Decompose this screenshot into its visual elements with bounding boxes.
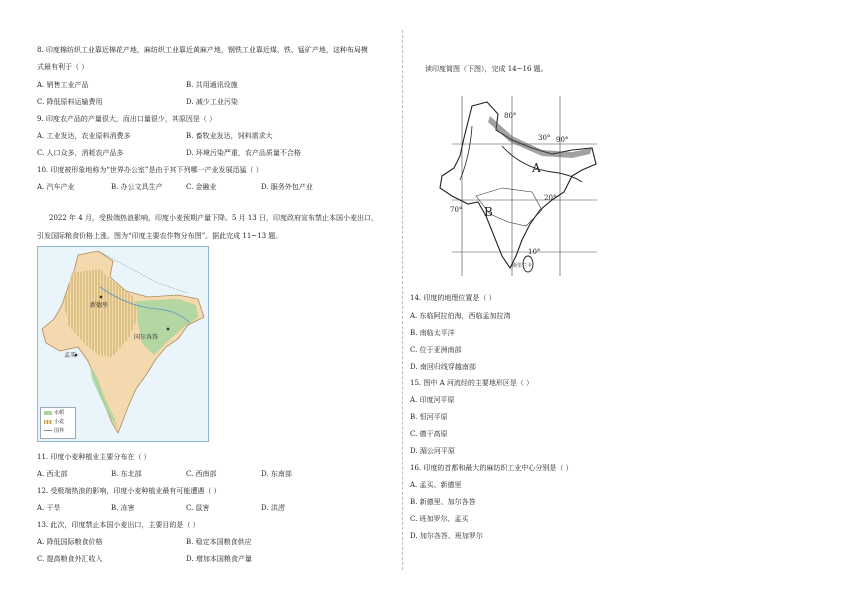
q12-option-c: C. 鼠害 [186, 504, 210, 512]
label-70-degrees: 70° [450, 206, 463, 214]
q15-option-c: C. 德干高原 [410, 430, 448, 438]
q15-option-a: A. 印度河平原 [410, 396, 455, 404]
intro-11-13-line2: 引发国际粮食价格上涨。图为“印度主要农作物分布图”。据此完成 11~13 题。 [37, 232, 283, 240]
q8-option-d: D. 减少工业污染 [186, 98, 238, 106]
q11-stem: 11. 印度小麦种植业主要分布在（ ） [37, 453, 151, 461]
label-mumbai: 孟买 [64, 352, 77, 359]
q11-option-a: A. 西北部 [37, 470, 68, 478]
q8-stem-line1: 8. 印度棉纺织工业靠近棉花产地，麻纺织工业靠近黄麻产地，钢铁工业靠近煤、铁、锰矿产地，这种布局模 [37, 46, 368, 54]
india-sketch-map [432, 96, 607, 276]
legend-border-label: 国界 [54, 428, 65, 434]
q13-stem: 13. 此次，印度禁止本国小麦出口，主要目的是（ ） [37, 521, 200, 529]
q16-option-d: D. 加尔各答、班加罗尔 [410, 532, 483, 540]
legend-wheat [44, 419, 64, 425]
q13-option-b: B. 稳定本国粮食供应 [186, 538, 252, 546]
label-20-degrees: 20° [544, 194, 557, 202]
india-sketch-map-drawing [432, 96, 607, 276]
q16-stem: 16. 印度的首都和最大的麻纺织工业中心分别是（ ） [410, 464, 573, 472]
q9-option-c: C. 人口众多，消耗农产品多 [37, 149, 124, 157]
label-a: A [532, 161, 541, 175]
q15-stem: 15. 图中 A 河流经的主要地形区是（ ） [410, 379, 534, 387]
q11-option-c: C. 西南部 [186, 470, 217, 478]
legend-rice-label: 水稻 [54, 410, 65, 416]
q14-option-b: B. 南临太平洋 [410, 329, 455, 337]
intro-14-16: 读印度简图（下图），完成 14~16 题。 [425, 65, 548, 73]
q10-stem: 10. 印度被形象地称为“世界办公室”是由于其下列哪一产业发展迅猛（ ） [37, 166, 263, 174]
q9-option-d: D. 环境污染严重，农产品质量不合格 [186, 149, 301, 157]
q8-option-a: A. 销售工业产品 [37, 81, 89, 89]
q12-stem: 12. 受极端热浪的影响，印度小麦种植业最有可能遭遇（ ） [37, 487, 221, 495]
legend-border [44, 428, 64, 434]
label-90-degrees: 90° [556, 136, 569, 144]
legend-rice [44, 410, 64, 416]
q8-stem-line2: 式最有利于（ ） [37, 63, 89, 71]
q12-option-d: D. 洪涝 [261, 504, 285, 512]
india-outline [440, 102, 596, 268]
q16-option-a: A. 孟买、新德里 [410, 481, 462, 489]
label-b: B [484, 205, 493, 219]
q10-option-c: C. 金融业 [186, 183, 217, 191]
q9-option-b: B. 畜牧业发达，饲料需求大 [186, 132, 273, 140]
border-swatch [44, 430, 52, 431]
new-delhi-marker [100, 296, 103, 299]
column-divider [402, 30, 403, 570]
label-kolkata: 国尔各答 [134, 334, 159, 341]
q12-option-a: A. 干旱 [37, 504, 61, 512]
kolkata-marker [167, 328, 170, 331]
q10-option-d: D. 服务外包产业 [261, 183, 313, 191]
q14-option-c: C. 位于亚洲南部 [410, 346, 462, 354]
label-80-degrees: 80° [504, 112, 517, 120]
label-sri-lanka: 斯里兰卡 [512, 263, 533, 269]
q10-option-a: A. 汽车产业 [37, 183, 75, 191]
q11-option-b: B. 东北部 [111, 470, 142, 478]
q14-option-d: D. 南回归线穿越南部 [410, 363, 476, 371]
intro-11-13-line1: 2022 年 4 月，受极端热浪影响，印度小麦预期产量下降。5 月 13 日，印度政府宣布禁止本国小麦出口， [49, 214, 378, 222]
q8-option-b: B. 共用通讯设施 [186, 81, 238, 89]
q10-option-b: B. 办公文具生产 [111, 183, 163, 191]
q13-option-c: C. 提高粮食外汇收入 [37, 555, 103, 563]
q8-option-c: C. 降低原料运输费用 [37, 98, 103, 106]
legend-wheat-label: 小麦 [54, 419, 65, 425]
q16-option-b: B. 新德里、加尔各答 [410, 498, 476, 506]
rice-swatch [44, 411, 52, 415]
label-new-delhi: 新德里 [90, 302, 109, 309]
map-legend [40, 407, 76, 439]
q11-option-d: D. 东南部 [261, 470, 292, 478]
wheat-swatch [44, 420, 52, 424]
label-10-degrees: 10° [528, 248, 541, 256]
q15-option-d: D. 湄公河平原 [410, 447, 455, 455]
q14-stem: 14. 印度的地理位置是（ ） [410, 294, 496, 302]
label-30-degrees: 30° [538, 134, 551, 142]
q9-option-a: A. 工业发达，农业原料消费多 [37, 132, 131, 140]
q12-option-b: B. 冻害 [111, 504, 135, 512]
q16-option-c: C. 班加罗尔、孟买 [410, 515, 469, 523]
india-crop-map [37, 246, 209, 442]
q15-option-b: B. 恒河平原 [410, 413, 448, 421]
q9-stem: 9. 印度农产品的产量很大，而出口量很少，其原因是（ ） [37, 115, 217, 123]
q13-option-d: D. 增加本国粮食产量 [186, 555, 252, 563]
q13-option-a: A. 降低国际粮食价格 [37, 538, 103, 546]
q14-option-a: A. 东临阿拉伯海，西临孟加拉湾 [410, 312, 511, 320]
